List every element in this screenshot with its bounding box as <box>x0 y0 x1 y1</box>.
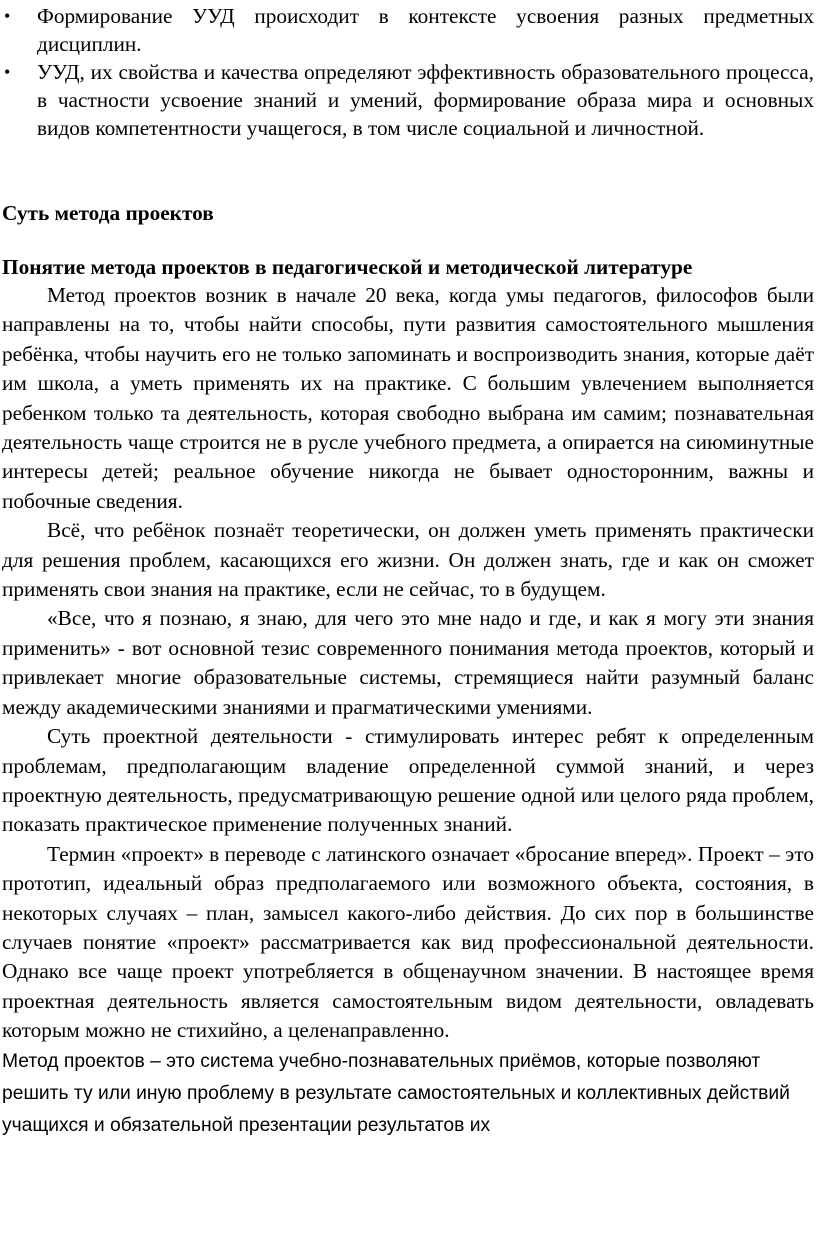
paragraph-6: Метод проектов – это система учебно-познавательных приёмов, которые позволяют решить ту или иную проблему в результате самостоятельных и коллективных действий учащихся и обязательной презентации результатов их <box>2 1050 790 1136</box>
spacer <box>0 142 816 198</box>
paragraph-4: Суть проектной деятельности - стимулировать интерес ребят к определенным проблемам, предполагающим владение определенной суммой знаний, и через проектную деятельность, предусматривающую решение одной или целого ряда проблем, показать практическое применение полученных знаний. <box>2 724 814 837</box>
paragraph-2: Всё, что ребёнок познаёт теоретически, он должен уметь применять практически для решения проблем, касающихся его жизни. Он должен знать, где и как он сможет применять свои знания на практике, если не сейчас, то в будущем. <box>2 518 814 602</box>
bullet-text: УУД, их свойства и качества определяют эффективность образовательного процесса, в частности усвоение знаний и умений, формирование образа мира и основных видов компетентности учащегося, в том числе социальной и личностной. <box>37 60 814 140</box>
paragraph-3: «Все, что я познаю, я знаю, для чего это мне надо и где, и как я могу эти знания применить» - вот основной тезис современного понимания метода проектов, который и привлекает многие образовательные системы, стремящиеся найти разумный баланс между академическими знаниями и прагматическими умениями. <box>2 606 814 719</box>
bullet-item-2 <box>0 58 816 142</box>
bullet-item-1 <box>0 2 816 58</box>
bullet-list <box>0 2 816 142</box>
section-heading: Суть метода проектов <box>2 201 214 225</box>
bullet-icon: • <box>4 62 11 82</box>
paragraph-5: Термин «проект» в переводе с латинского означает «бросание вперед». Проект – это прототип, идеальный образ предполагаемого или возможного объекта, состояния, в некоторых случаях – план, замысел какого-либо действия. До сих пор в большинстве случаев понятие «проект» рассматривается как вид профессиональной деятельности. Однако все чаще проект употребляется в общенаучном значении. В настоящее время проектная деятельность является самостоятельным видом деятельности, овладевать которым можно не стихийно, а целенаправленно. <box>2 841 814 1043</box>
bullet-text: Формирование УУД происходит в контексте усвоения разных предметных дисциплин. <box>37 4 814 56</box>
subsection-heading: Понятие метода проектов в педагогической и методической литературе <box>2 255 693 279</box>
spacer <box>0 227 816 253</box>
paragraph-1: Метод проектов возник в начале 20 века, когда умы педагогов, философов были направлены на то, чтобы найти способы, пути развития самостоятельного мышления ребёнка, чтобы научить его не только запоминать и воспроизводить знания, которые даёт им школа, а уметь применять их на практике. С большим увлечением выполняется ребенком только та деятельность, которая свободно выбрана им самим; познавательная деятельность чаще строится не в русле учебного предмета, а опирается на сиюминутные интересы детей; реальное обучение никогда не бывает односторонним, важны и побочные сведения. <box>2 283 814 513</box>
bullet-icon: • <box>4 6 11 26</box>
